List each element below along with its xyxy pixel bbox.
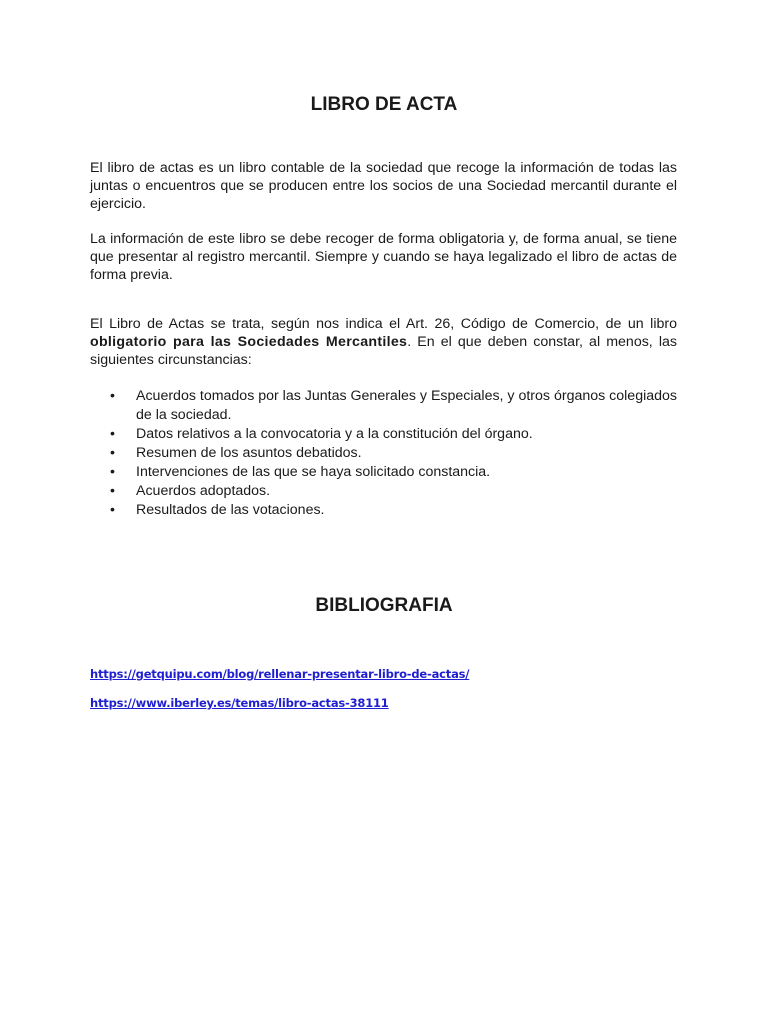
list-item: [90, 387, 677, 425]
paragraph-1: El libro de actas es un libro contable de la sociedad que recoge la información de todas las juntas o encuentros que se producen entre los socios de una Sociedad mercantil durante el ejercicio.: [90, 160, 677, 212]
bullet-icon: •: [110, 426, 115, 442]
bullet-icon: •: [110, 464, 115, 480]
bullet-list: [90, 387, 677, 520]
list-item-text: Intervenciones de las que se haya solicitado constancia.: [136, 464, 491, 480]
paragraph-3-start: El Libro de Actas se trata, según nos indica el Art. 26, Código de Comercio, de un libro: [90, 316, 677, 332]
list-item-text: Acuerdos tomados por las Juntas Generales y Especiales, y otros órganos colegiados de la sociedad.: [136, 388, 677, 423]
bullet-icon: •: [110, 483, 115, 499]
list-item: [90, 425, 677, 444]
list-item: [90, 463, 677, 482]
paragraph-3: [90, 315, 677, 369]
bibliography-title: BIBLIOGRAFIA: [315, 595, 453, 616]
list-item-text: Resultados de las votaciones.: [136, 502, 325, 518]
list-item-text: Acuerdos adoptados.: [136, 483, 271, 499]
list-item: [90, 482, 677, 501]
paragraph-2: La información de este libro se debe recoger de forma obligatoria y, de forma anual, se tiene que presentar al registro mercantil. Siempre y cuando se haya legalizado el libro de actas de forma previa.: [90, 231, 677, 283]
bullet-icon: •: [110, 445, 115, 461]
list-item: [90, 444, 677, 463]
bibliography-link-getquipu[interactable]: https://getquipu.com/blog/rellenar-presentar-libro-de-actas/: [90, 667, 470, 681]
paragraph-3-end: . En el que deben constar, al menos, las siguientes circunstancias:: [90, 334, 677, 368]
list-item: [90, 501, 677, 520]
bullet-icon: •: [110, 502, 115, 518]
list-item-text: Datos relativos a la convocatoria y a la constitución del órgano.: [136, 426, 533, 442]
bibliography-link-iberley[interactable]: https://www.iberley.es/temas/libro-actas-38111: [90, 696, 389, 710]
paragraph-3-bold: obligatorio para las Sociedades Mercantiles: [90, 334, 408, 350]
document-title: LIBRO DE ACTA: [310, 94, 458, 115]
list-item-text: Resumen de los asuntos debatidos.: [136, 445, 362, 461]
bullet-icon: •: [110, 388, 115, 404]
